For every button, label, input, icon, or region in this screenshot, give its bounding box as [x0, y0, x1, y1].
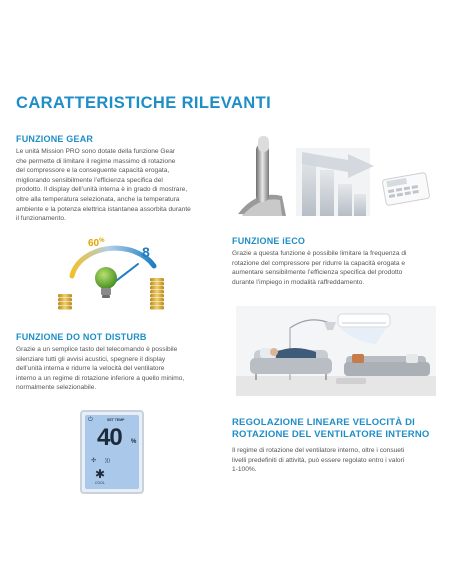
power-icon: ⏻: [88, 417, 93, 423]
text-line: Grazie a un semplice tasto del telecomando è possibile: [16, 346, 178, 353]
text-line: Le unità Mission PRO sono dotate della funzione Gear: [16, 148, 176, 155]
dnd-text: [16, 345, 228, 393]
gear-shift-icon: [238, 136, 286, 216]
text-line: che permette di limitare il regime massimo di rotazione: [16, 157, 176, 165]
text-line: interno a un regime di rotazione inferiore a quello minimo,: [16, 374, 185, 382]
display-percent: %: [131, 439, 137, 445]
set-temp-label: SET TEMP: [107, 418, 125, 422]
gear-title: FUNZIONE GEAR: [16, 134, 94, 144]
fan-title-line: ROTAZIONE DEL VENTILATORE INTERNO: [232, 428, 430, 440]
signal-icon: ))): [105, 458, 110, 464]
text-line: Grazie a questa funzione è possibile limitare la frequenza di: [232, 250, 407, 257]
ieco-illustration: [54, 236, 174, 316]
text-line: il funzionamento.: [16, 215, 66, 223]
gauge-left-value: 60: [88, 238, 100, 249]
gear-section: [16, 134, 228, 224]
calculator-icon: [382, 172, 430, 205]
text-line: ambiente e la potenza elettrica istantanea assorbita durante: [16, 205, 191, 213]
indoor-display: [80, 410, 144, 494]
fan-title-line: REGOLAZIONE LINEARE VELOCITÀ DI: [232, 417, 416, 428]
gauge-right-label: 8: [142, 244, 150, 260]
mode-label: COOL: [95, 481, 105, 485]
dnd-title: FUNZIONE DO NOT DISTURB: [16, 332, 147, 342]
fan-section: [232, 417, 438, 475]
fan-title: [232, 417, 438, 440]
ieco-section: [232, 236, 442, 287]
dnd-illustration: [236, 306, 436, 396]
bulb-icon: [95, 267, 117, 298]
fan-text: [232, 446, 438, 475]
ieco-title: FUNZIONE iECO: [232, 236, 306, 246]
ieco-text: [232, 249, 442, 287]
text-line: silenziare tutti gli avvisi acustici, spegnere il display: [16, 355, 166, 363]
text-line: durante l’impiego in modalità raffreddamento.: [232, 278, 365, 286]
display-screen: [85, 415, 139, 489]
gauge-left-label: [88, 238, 104, 249]
gauge-left-unit: %: [99, 238, 105, 244]
text-line: prodotto. Il display dell’unità interna è in grado di mostrare,: [16, 186, 188, 194]
text-line: rotazione del compressore per ridurre la capacità erogata e: [232, 259, 405, 267]
fan-icon: ✣: [91, 458, 97, 464]
gear-illustration: [236, 134, 436, 216]
text-line: oltre alla temperatura selezionata, anche la temperatura: [16, 195, 180, 203]
sofa-icon: [344, 354, 430, 376]
text-line: livelli predefiniti di attività, può essere regolato entro i valori: [232, 456, 405, 464]
text-line: del compressore e la conseguente capacità erogata,: [16, 167, 170, 175]
dnd-section: [16, 332, 228, 393]
text-line: Il regime di rotazione del ventilatore interno, oltre i consueti: [232, 447, 405, 454]
text-line: aumentare sensibilmente l’efficienza specifica del prodotto: [232, 269, 403, 277]
gear-text: [16, 147, 228, 224]
text-line: migliorando sensibilmente l’efficienza specifica del: [16, 176, 163, 184]
text-line: 1-100%.: [232, 466, 257, 474]
bar-chart-icon: [296, 148, 374, 216]
display-value: 40: [97, 424, 122, 451]
snowflake-icon: ✱: [95, 467, 106, 481]
text-line: normalmente selezionabile.: [16, 384, 97, 392]
page-title: CARATTERISTICHE RILEVANTI: [16, 94, 272, 112]
text-line: dell’unità interna e ridurre la velocità del ventilatore: [16, 365, 165, 373]
